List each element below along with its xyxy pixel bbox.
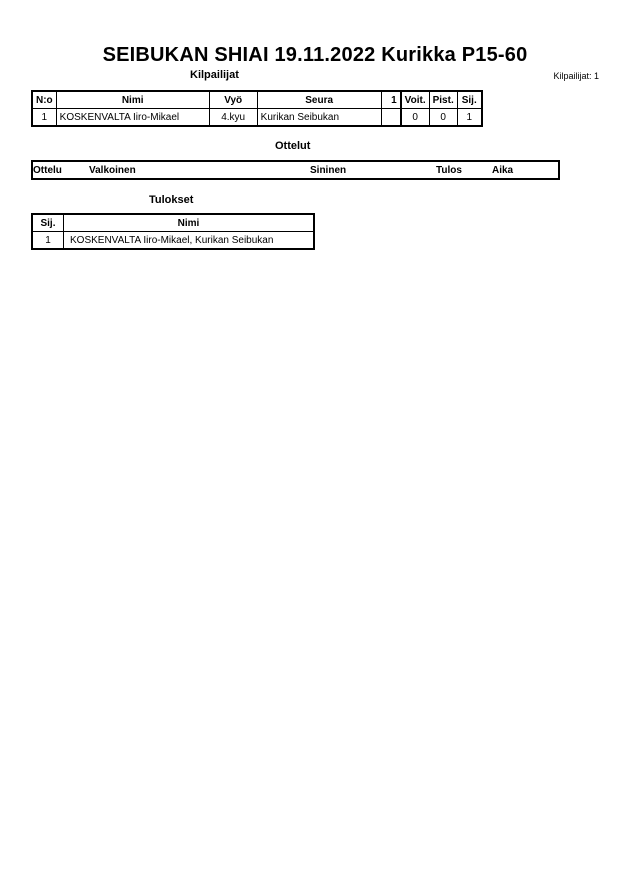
participant-round-1 <box>381 109 401 127</box>
header-blue: Sininen <box>310 164 347 176</box>
header-name: Nimi <box>56 91 209 109</box>
results-heading: Tulokset <box>149 194 194 206</box>
matches-heading: Ottelut <box>275 140 311 152</box>
header-result-rank: Sij. <box>32 214 64 232</box>
header-round-1: 1 <box>381 91 401 109</box>
header-result: Tulos <box>436 164 462 176</box>
header-belt: Vyö <box>209 91 257 109</box>
header-white: Valkoinen <box>89 164 136 176</box>
header-result-name: Nimi <box>64 214 315 232</box>
participant-count: Kilpailijat: 1 <box>553 71 599 81</box>
participant-rank: 1 <box>457 109 482 127</box>
page-title: SEIBUKAN SHIAI 19.11.2022 Kurikka P15-60 <box>102 44 528 66</box>
header-points: Pist. <box>429 91 457 109</box>
participant-wins: 0 <box>401 109 429 127</box>
header-wins: Voit. <box>401 91 429 109</box>
participants-header-row <box>32 91 482 109</box>
header-no: N:o <box>32 91 56 109</box>
matches-header-row <box>32 161 559 179</box>
result-name: KOSKENVALTA Iiro-Mikael, Kurikan Seibukan <box>64 232 315 250</box>
participant-club: Kurikan Seibukan <box>257 109 381 127</box>
participants-heading: Kilpailijat <box>190 69 239 81</box>
participant-no: 1 <box>32 109 56 127</box>
results-table <box>31 213 315 250</box>
results-header-row <box>32 214 314 232</box>
participants-table <box>31 90 483 127</box>
header-time: Aika <box>492 164 514 176</box>
result-rank: 1 <box>32 232 64 250</box>
participant-belt: 4.kyu <box>209 109 257 127</box>
header-club: Seura <box>257 91 381 109</box>
participant-points: 0 <box>429 109 457 127</box>
result-row <box>32 232 314 250</box>
participant-name: KOSKENVALTA Iiro-Mikael <box>56 109 209 127</box>
participant-row <box>32 109 482 127</box>
matches-table <box>31 160 560 180</box>
header-match: Ottelu <box>33 164 62 176</box>
header-rank: Sij. <box>457 91 482 109</box>
